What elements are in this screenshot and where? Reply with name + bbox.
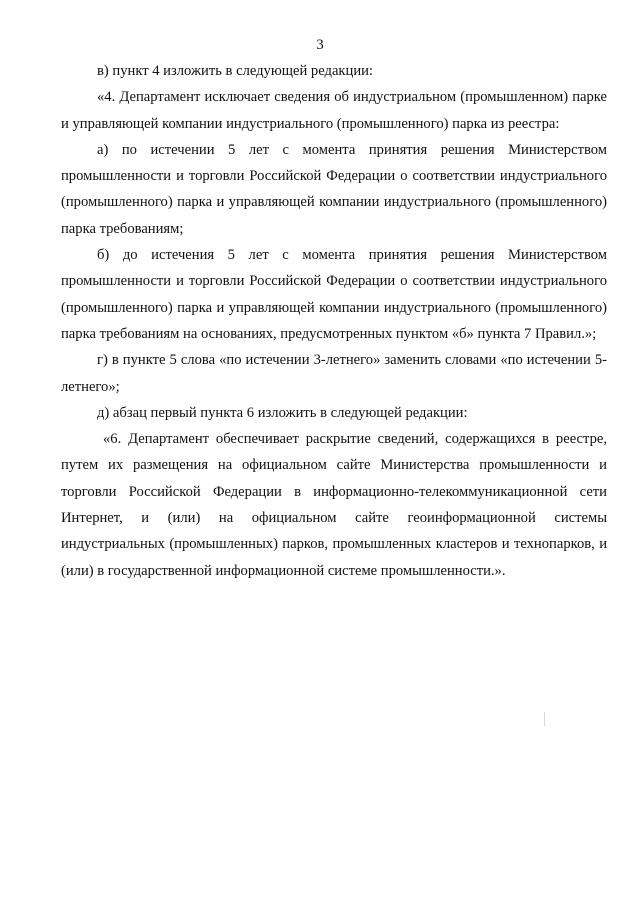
scan-artifact: [544, 712, 545, 726]
document-body: [61, 58, 607, 584]
paragraph-amendment-v: в) пункт 4 изложить в следующей редакции:: [97, 63, 373, 79]
paragraph-subclause-a: а) по истечении 5 лет с момента принятия решения Министерством промышленности и торговли Российской Федерации о соответствии индустриального (промышленного) парка и управляющей компании индустриального (промышленного) парка требованиям;: [61, 141, 607, 237]
paragraph-clause-4: «4. Департамент исключает сведения об индустриальном (промышленном) парке и управляющей компании индустриального (промышленного) парка из реестра:: [61, 89, 607, 132]
paragraph-amendment-g: г) в пункте 5 слова «по истечении 3-летнего» заменить словами «по истечении 5-летнего»;: [61, 352, 607, 395]
paragraph-subclause-b: б) до истечения 5 лет с момента принятия решения Министерством промышленности и торговли Российской Федерации о соответствии индустриального (промышленного) парка и управляющей компании индустриального (промышленного) парка требованиям на основаниях, предусмотренных пунктом «б» пункта 7 Правил.»;: [61, 247, 607, 342]
paragraph-clause-6: «6. Департамент обеспечивает раскрытие сведений, содержащихся в реестре, путем их размещения на официальном сайте Министерства промышленности и торговли Российской Федерации в информационно-телекоммуникационной сети Интернет, и (или) на официальном сайте геоинформационной системы индустриальных (промышленных) парков, промышленных кластеров и технопарков, и (или) в государственной информационной системе промышленности.».: [61, 431, 607, 579]
page-number: 3: [316, 37, 324, 53]
paragraph-amendment-d: д) абзац первый пункта 6 изложить в следующей редакции:: [97, 404, 468, 421]
